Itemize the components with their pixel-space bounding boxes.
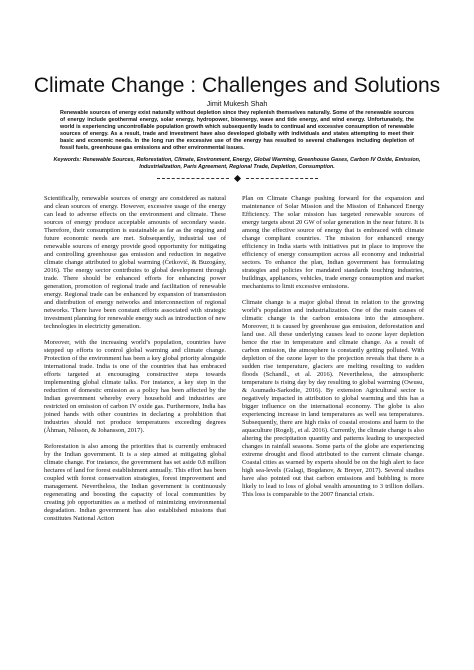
paragraph: Plan on Climate Change pushing forward for the expansion and maintenance of Solar Mission and the Mission of Enhanced Energy Efficiency. The solar mission has targeted renewable sources of energy targets about 20 GW of solar generation in the near future. It is among the effective source of energy that is embraced with climate change compliant countries. The mission for enhanced energy efficiency in India starts with initiatives put in place to improve the efficiency of energy consumption across all economy and industrial sectors. To enhance the plan, Indian government has formulating strategies and policies for mandated standards touching industries, buildings, appliances, vehicles, trade energy consumption and market mechanisms to limit excessive emissions. (242, 195, 424, 290)
keywords: Keywords: Renewable Sources, Reforestation, Climate, Environment, Energy, Global Warming, Greenhouse Gases, Carbon IV Oxide, Emission, Industrialization, Paris Agreement, Regional Trade, Depletion, Consumption. (53, 157, 421, 170)
divider-dashes-right (246, 178, 318, 179)
left-column (44, 195, 226, 531)
paragraph: Reforestation is also among the priorities that is currently embraced by the Indian government. It is a step aimed at mitigating global climate change. For instance, the government has set aside 0.8 million hectares of land for forest establishment annually. This effort has been coupled with forest conservation strategies, forest improvement and management. Nevertheless, the Indian government is continuously regenerating and boosting the capacity of local communities by creating job opportunities as a method of minimizing environmental degradation. Indian government has also established missions that constitutes National Action (44, 443, 226, 522)
section-divider (0, 173, 474, 183)
paper-title: Climate Change : Challenges and Solutions (33, 74, 441, 97)
abstract: Renewable sources of energy exist naturally without depletion since they replenish themselves naturally. Some of the renewable sources of energy include geothermal energy, solar energy, hydropower, bioenergy, wave and tide energy, and wind energy. Unfortunately, the world is experiencing uncontrollable population growth which subsequently leads to continual and excessive consumption of renewable sources of energy. As a result, trade and investment have also developed globally with individuals and states attempting to meet their basic and economic needs. In the long run the excessive use of the energy has resulted to several challenges including depletion of fossil fuels, greenhouse gas emissions and other environmental issues. (60, 110, 414, 151)
diamond-ornament-icon (233, 174, 240, 181)
author-name: Jimit Mukesh Shah (206, 99, 268, 108)
right-column (242, 195, 424, 507)
paragraph: Scientifically, renewable sources of energy are considered as natural and clean sources of energy. However, excessive usage of the energy can lead to adverse effects on the environment and climate. These sources of energy produce acceptable amounts of secondary waste. Therefore, their consumption is sustainable as far as the ongoing and future economic needs are met. Subsequently, industrial use of renewable sources of energy provide good opportunity for mitigating and controlling greenhouse gas emission and reduction in negative climate change attributed to global warming (Ćetković, & Buzogány, 2016). The energy sector contributes to global development through trade. There should be enhanced efforts for enhancing power generation, promotion of regional trade and facilitation of renewable energy. Regional trade can be enhanced by expansion of transmission and distribution of energy networks and interconnection of regional networks. There have been constant efforts associated with strategic investment planning for renewable energy such as introduction of new technologies in electricity generation. (44, 195, 226, 330)
paragraph: Moreover, with the increasing world’s population, countries have stepped up efforts to control global warming and climate change. Protection of the environment has been a key global priority alongside international trade. India is one of the countries that has embraced efforts targeted at encouraging constructive steps towards implementing global climate talks. For instance, a key step in the reduction of domestic emission as a policy has been affected by the Indian government whereby every household and industries are restricted on emission of carbon IV oxide gas. Furthermore, India has joined hands with other countries in declaring a prohibition that industries should not produce temperatures exceeding degrees (Åhman, Nilsson, & Johansson, 2017). (44, 339, 226, 434)
paragraph: Climate change is a major global threat in relation to the growing world’s population and industrialization. One of the main causes of climatic change is the carbon emissions into the atmosphere. Moreover, it is caused by greenhouse gas emission, deforestation and land use. All these underlying causes lead to ozone layer depletion hence the rise in temperature and climate change. As a result of carbon emission, the atmosphere is constantly getting polluted. With depletion of the ozone layer to the projection reveals that there is a sudden rise temperature, glaciers are melting resulting to sudden floods (Schandl., et al. 2016). Nevertheless, the atmospheric temperature is rising day by day resulting to global warming (Owusu, & Asumadu-Sarkodie, 2016). By extension Agricultural sector is negatively impacted in attribution to global warming and this has a bigger influence on the international economy. The globe is also experiencing increase in land temperatures as well sea temperatures. Subsequently, there are high risks of coastal erosions and harm to the aquaculture (Rogelj., et al. 2016). Currently, the climate change is also altering the precipitation quantity and patterns leading to unexpected changes in rainfall seasons. Some parts of the globe are experiencing extreme drought and flood attributed to the current climate change. Coastal cities as warned by experts should be on the high alert to face high sea-levels (Gulagi, Bogdanov, & Breyer, 2017). Several studies have also pointed out that carbon emissions and bubbling is more likely to lead to loss of global wealth amounting to 3 trillion dollars. This loss is comparable to the 2007 financial crisis. (242, 299, 424, 498)
divider-dashes-left (157, 178, 229, 179)
